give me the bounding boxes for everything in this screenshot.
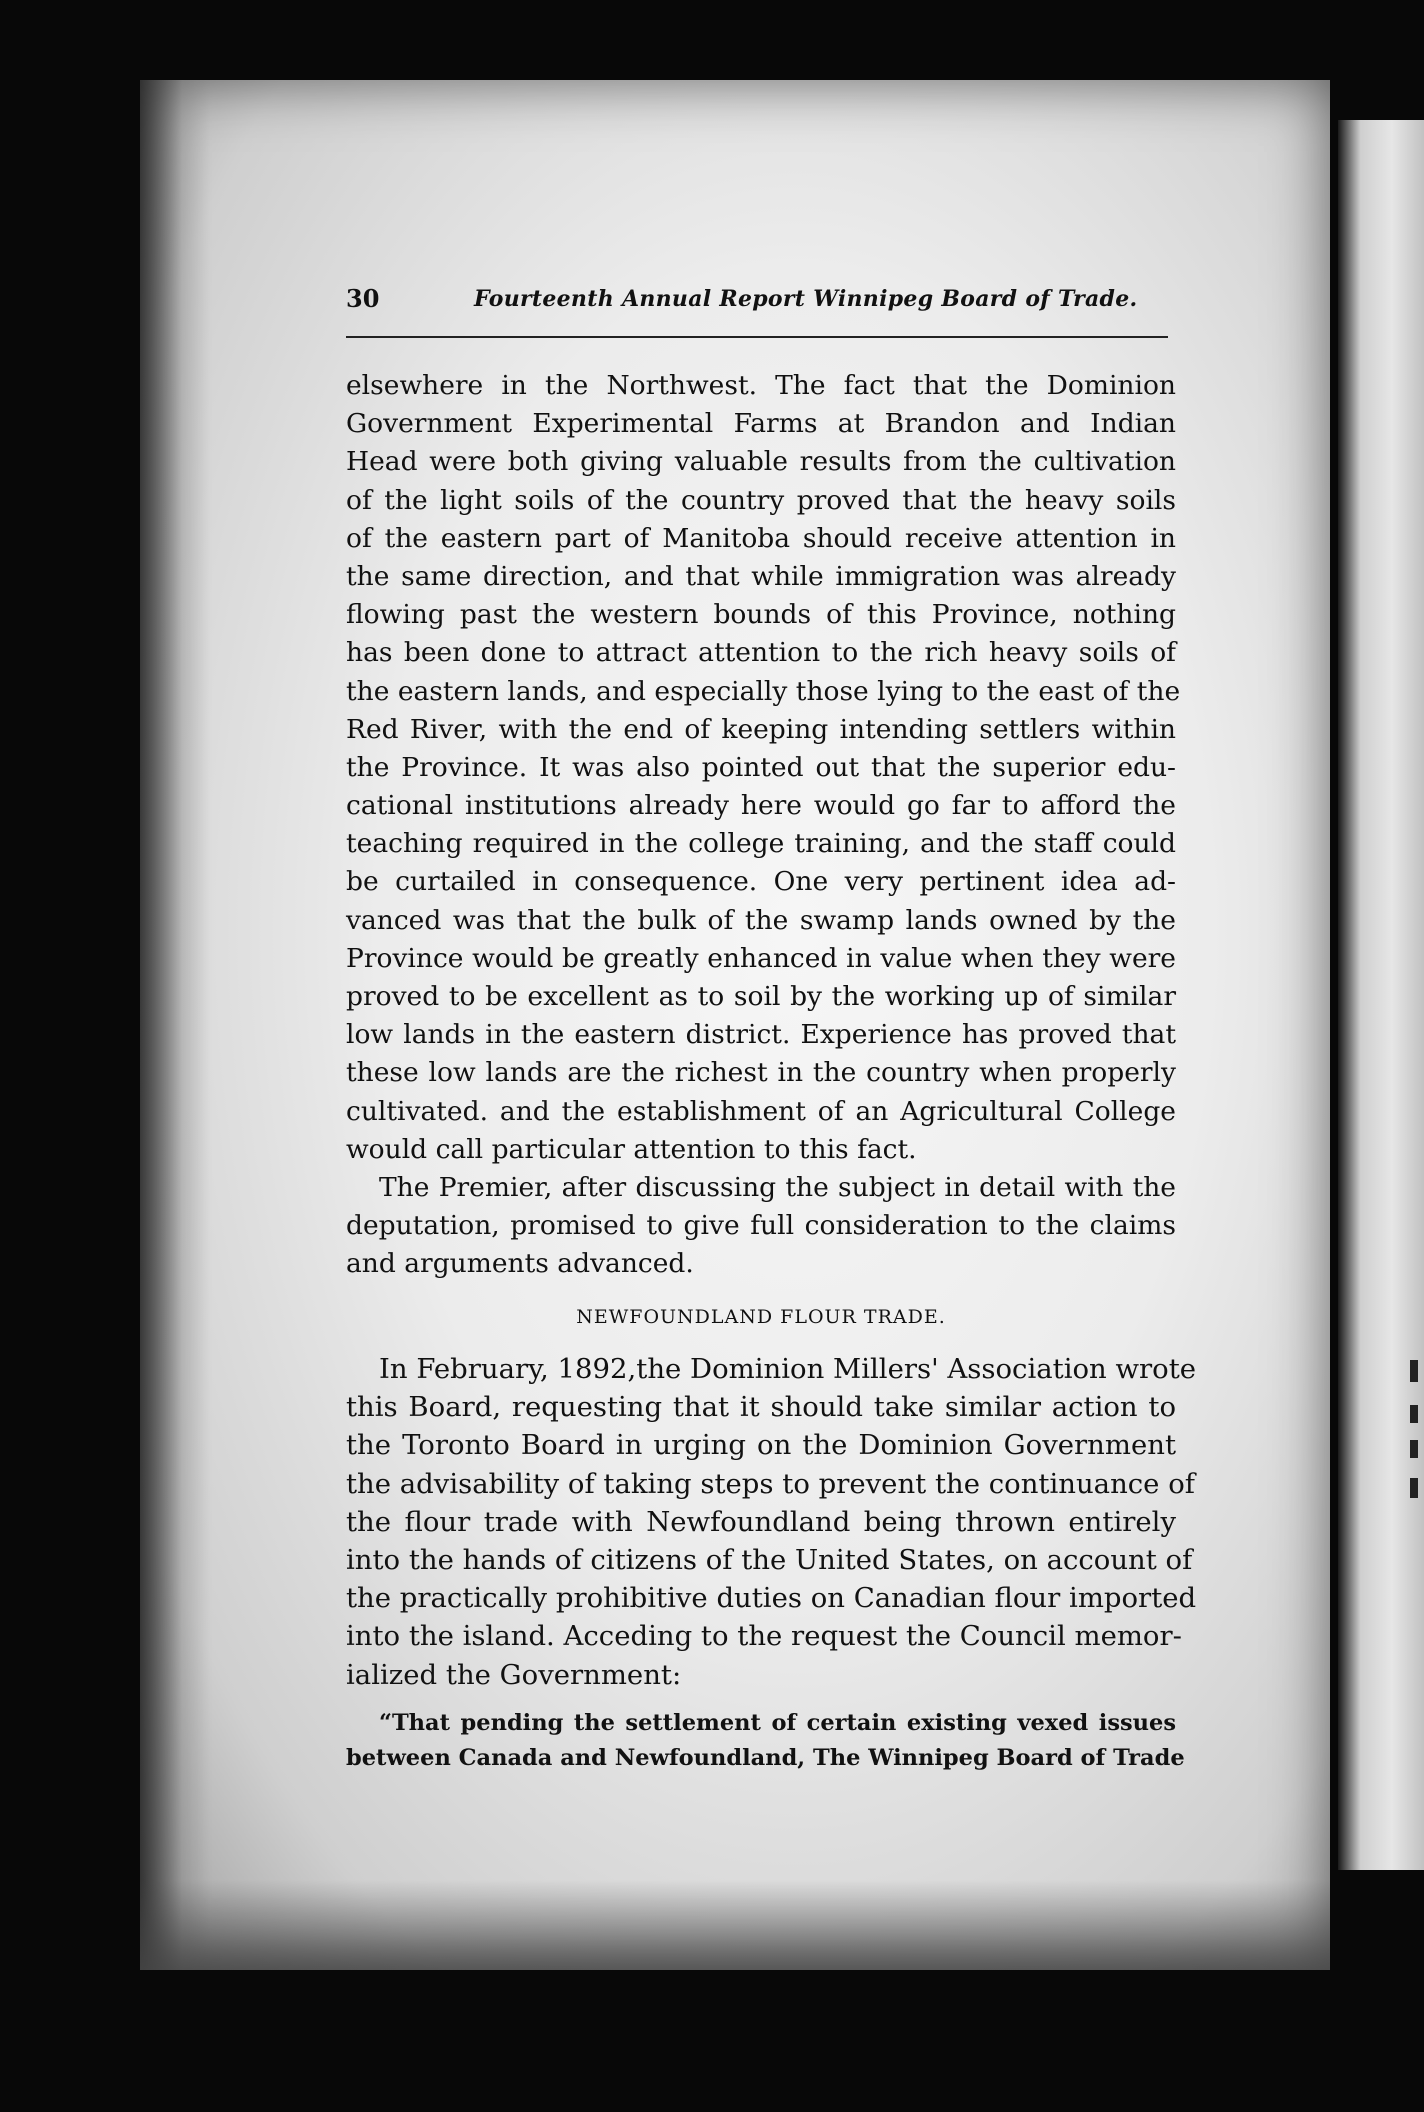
section-heading: NEWFOUNDLAND FLOUR TRADE. [576, 1306, 946, 1328]
adjacent-page-mark [1410, 1440, 1418, 1458]
text-line: deputation, promised to give full consideration to the claims [346, 1210, 1176, 1242]
header-rule [346, 336, 1168, 338]
quoted-resolution [346, 1706, 1185, 1776]
text-line: The Premier, after discussing the subject in detail with the [379, 1171, 1176, 1203]
text-line: the same direction, and that while immigration was already [346, 560, 1176, 592]
text-line: ialized the Government: [346, 1658, 682, 1691]
text-line: In February, 1892,the Dominion Millers' Association wrote [379, 1353, 1197, 1385]
text-line: the advisability of taking steps to prevent the continuance of [346, 1467, 1195, 1500]
page-header [346, 284, 1168, 324]
adjacent-page-edge [1338, 120, 1424, 1870]
section-text [346, 1350, 1197, 1694]
text-line: vanced was that the bulk of the swamp lands owned by the [346, 904, 1176, 936]
text-line: Head were both giving valuable results from the cultivation [346, 446, 1176, 478]
running-head: Fourteenth Annual Report Winnipeg Board of Trade. [474, 286, 1138, 312]
text-line: Province would be greatly enhanced in value when they were [346, 942, 1176, 974]
text-line: between Canada and Newfoundland, The Winnipeg Board of Trade [346, 1745, 1185, 1771]
text-line: “That pending the settlement of certain existing vexed issues [379, 1710, 1176, 1736]
text-line: the practically prohibitive duties on Canadian flour imported [346, 1582, 1197, 1615]
text-line: has been done to attract attention to the rich heavy soils of [346, 637, 1176, 669]
text-line: into the hands of citizens of the United States, on account of [346, 1543, 1193, 1576]
text-line: Government Experimental Farms at Brandon and Indian [346, 408, 1176, 440]
text-line: cultivated. and the establishment of an Agricultural College [346, 1095, 1176, 1127]
text-line: the Toronto Board in urging on the Dominion Government [346, 1429, 1176, 1462]
text-line: would call particular attention to this fact. [346, 1133, 917, 1165]
text-line: Red River, with the end of keeping intending settlers within [346, 713, 1176, 745]
text-line: into the island. Acceding to the request the Council memor- [346, 1620, 1182, 1653]
text-line: teaching required in the college training, and the staff could [346, 828, 1176, 860]
text-line: be curtailed in consequence. One very pertinent idea ad- [346, 866, 1176, 898]
body-text [346, 367, 1181, 1284]
text-line: proved to be excellent as to soil by the working up of similar [346, 981, 1176, 1012]
adjacent-page-mark [1410, 1405, 1418, 1423]
text-line: of the light soils of the country proved that the heavy soils [346, 484, 1176, 516]
text-line: this Board, requesting that it should take similar action to [346, 1391, 1176, 1424]
adjacent-page-mark [1410, 1360, 1418, 1382]
text-line: flowing past the western bounds of this Province, nothing [346, 599, 1176, 631]
text-line: these low lands are the richest in the country when properly [346, 1057, 1176, 1089]
text-line: elsewhere in the Northwest. The fact that the Dominion [346, 370, 1176, 401]
text-line: of the eastern part of Manitoba should receive attention in [346, 522, 1176, 554]
text-line: the flour trade with Newfoundland being thrown entirely [346, 1505, 1176, 1538]
adjacent-page-mark [1410, 1478, 1418, 1498]
page-number: 30 [346, 284, 380, 313]
text-line: cational institutions already here would go far to afford the [346, 790, 1176, 822]
text-line: and arguments advanced. [346, 1248, 694, 1280]
text-line: the eastern lands, and especially those lying to the east of the [346, 675, 1181, 707]
text-line: the Province. It was also pointed out that the superior edu- [346, 751, 1176, 783]
text-line: low lands in the eastern district. Experience has proved that [346, 1019, 1176, 1051]
